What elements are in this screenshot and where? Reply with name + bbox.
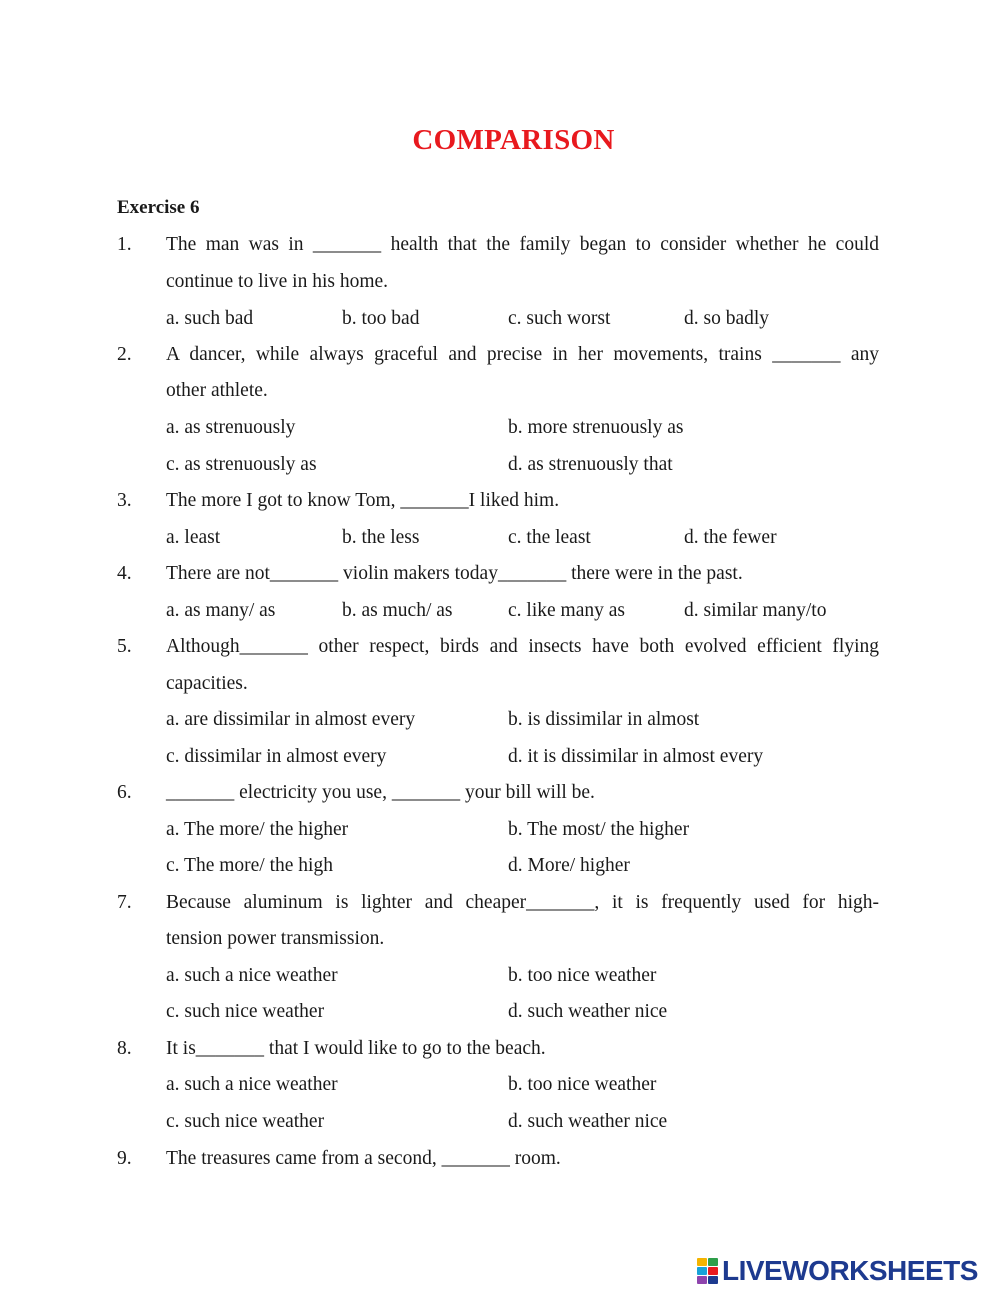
option-d[interactable]: d. so badly bbox=[684, 308, 770, 329]
question-text: A dancer, while always graceful and precise in her movements, trains _______ any bbox=[166, 344, 879, 365]
question-text-cont: tension power transmission. bbox=[166, 928, 385, 949]
option-a[interactable]: a. least bbox=[166, 527, 221, 548]
question-text: It is_______ that I would like to go to the beach. bbox=[166, 1038, 546, 1059]
question-number: 6. bbox=[117, 782, 132, 803]
question-text: The more I got to know Tom, _______I liked him. bbox=[166, 490, 560, 511]
question-number: 3. bbox=[117, 490, 132, 511]
option-b[interactable]: b. the less bbox=[342, 527, 420, 548]
option-b[interactable]: b. is dissimilar in almost bbox=[508, 709, 700, 730]
option-a[interactable]: a. are dissimilar in almost every bbox=[166, 709, 416, 730]
option-c[interactable]: c. like many as bbox=[508, 600, 625, 621]
logo-tile bbox=[708, 1276, 718, 1284]
option-c[interactable]: c. dissimilar in almost every bbox=[166, 746, 387, 767]
option-c[interactable]: c. such nice weather bbox=[166, 1001, 325, 1022]
option-c[interactable]: c. such worst bbox=[508, 308, 611, 329]
question-text: _______ electricity you use, _______ your bill will be. bbox=[166, 782, 595, 803]
question-number: 8. bbox=[117, 1038, 132, 1059]
option-a[interactable]: a. The more/ the higher bbox=[166, 819, 349, 840]
question-text: There are not_______ violin makers today_______ there were in the past. bbox=[166, 563, 743, 584]
option-d[interactable]: d. it is dissimilar in almost every bbox=[508, 746, 764, 767]
option-d[interactable]: d. such weather nice bbox=[508, 1001, 668, 1022]
option-d[interactable]: d. the fewer bbox=[684, 527, 777, 548]
option-b[interactable]: b. too nice weather bbox=[508, 965, 657, 986]
option-a[interactable]: a. such a nice weather bbox=[166, 1074, 338, 1095]
question-number: 2. bbox=[117, 344, 132, 365]
option-a[interactable]: a. as many/ as bbox=[166, 600, 276, 621]
exercise-heading: Exercise 6 bbox=[117, 197, 200, 218]
question-text: Because aluminum is lighter and cheaper_______, it is frequently used for high- bbox=[166, 892, 879, 913]
option-b[interactable]: b. The most/ the higher bbox=[508, 819, 690, 840]
option-b[interactable]: b. as much/ as bbox=[342, 600, 453, 621]
option-b[interactable]: b. too bad bbox=[342, 308, 420, 329]
logo-tile bbox=[697, 1267, 707, 1275]
option-b[interactable]: b. more strenuously as bbox=[508, 417, 684, 438]
question-text: The treasures came from a second, _______ room. bbox=[166, 1148, 561, 1169]
question-number: 1. bbox=[117, 234, 132, 255]
logo-text: LIVEWORKSHEETS bbox=[722, 1255, 978, 1286]
question-number: 7. bbox=[117, 892, 132, 913]
question-text-cont: continue to live in his home. bbox=[166, 271, 389, 292]
question-text: Although_______ other respect, birds and insects have both evolved efficient flying bbox=[166, 636, 879, 657]
option-a[interactable]: a. as strenuously bbox=[166, 417, 296, 438]
option-c[interactable]: c. as strenuously as bbox=[166, 454, 317, 475]
option-d[interactable]: d. similar many/to bbox=[684, 600, 827, 621]
page-title: COMPARISON bbox=[412, 124, 615, 156]
option-a[interactable]: a. such bad bbox=[166, 308, 254, 329]
option-d[interactable]: d. More/ higher bbox=[508, 855, 630, 876]
logo-tile bbox=[697, 1258, 707, 1266]
option-c[interactable]: c. the least bbox=[508, 527, 591, 548]
logo-tile bbox=[708, 1258, 718, 1266]
question-text-cont: capacities. bbox=[166, 673, 248, 694]
option-b[interactable]: b. too nice weather bbox=[508, 1074, 657, 1095]
option-d[interactable]: d. such weather nice bbox=[508, 1111, 668, 1132]
question-text-cont: other athlete. bbox=[166, 380, 268, 401]
logo-tile bbox=[708, 1267, 718, 1275]
option-d[interactable]: d. as strenuously that bbox=[508, 454, 673, 475]
question-number: 9. bbox=[117, 1148, 132, 1169]
question-number: 5. bbox=[117, 636, 132, 657]
option-c[interactable]: c. such nice weather bbox=[166, 1111, 325, 1132]
option-c[interactable]: c. The more/ the high bbox=[166, 855, 333, 876]
option-a[interactable]: a. such a nice weather bbox=[166, 965, 338, 986]
liveworksheets-logo-icon bbox=[697, 1258, 719, 1284]
question-text: The man was in _______ health that the family began to consider whether he could bbox=[166, 234, 879, 255]
logo-tile bbox=[697, 1276, 707, 1284]
question-number: 4. bbox=[117, 563, 132, 584]
liveworksheets-logo[interactable] bbox=[697, 1256, 978, 1286]
